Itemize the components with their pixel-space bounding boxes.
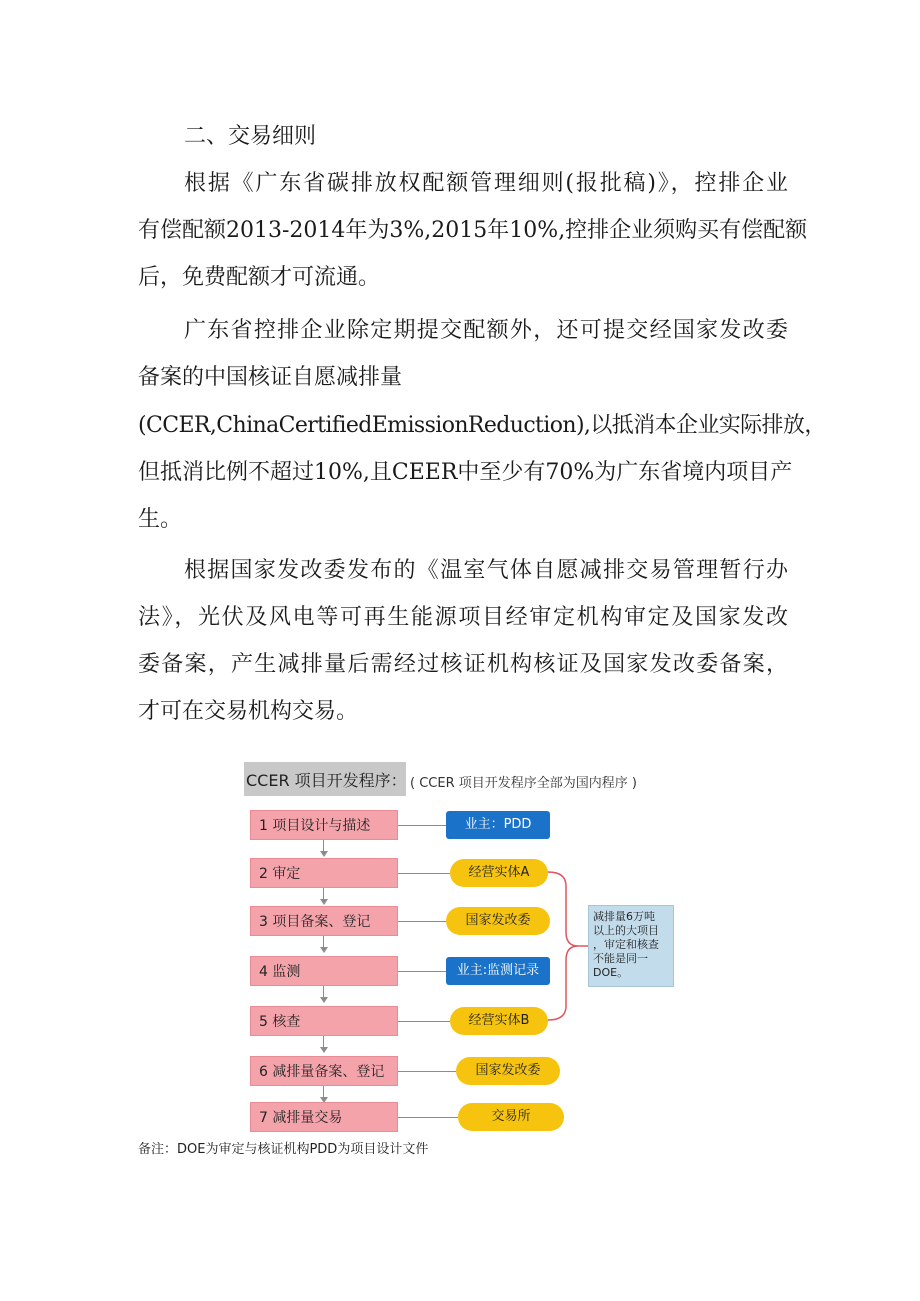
text-line: 但抵消比例不超过10%,且CEER中至少有70%为广东省境内项目产 — [138, 460, 793, 485]
actor-box: 业主：PDD — [446, 811, 550, 839]
bracket-icon — [548, 866, 588, 1026]
actor-oval: 经营实体B — [450, 1007, 548, 1035]
text-line: 根据国家发改委发布的《温室气体自愿减排交易管理暂行办 — [184, 558, 788, 583]
diagram-title: CCER 项目开发程序： — [246, 771, 407, 790]
down-arrow-icon — [322, 1036, 326, 1054]
down-arrow-icon — [322, 936, 326, 954]
actor-box: 业主:监测记录 — [446, 957, 550, 985]
down-arrow-icon — [322, 986, 326, 1004]
note-line: DOE。 — [593, 966, 629, 979]
note-line: 不能是同一 — [593, 952, 648, 965]
connector-line — [398, 1117, 458, 1118]
text-line: 根据《广东省碳排放权配额管理细则(报批稿)》，控排企业 — [184, 171, 788, 196]
flow-step: 7 减排量交易 — [250, 1102, 398, 1132]
connector-line — [398, 873, 450, 874]
connector-line — [398, 1021, 450, 1022]
note-line: ，审定和核查 — [593, 938, 659, 951]
text-line: 才可在交易机构交易。 — [138, 699, 359, 724]
flow-step: 5 核查 — [250, 1006, 398, 1036]
text-line: 有偿配额2013-2014年为3%,2015年10%,控排企业须购买有偿配额 — [138, 218, 808, 243]
down-arrow-icon — [322, 888, 326, 906]
diagram-footnote: 备注：DOE为审定与核证机构PDD为项目设计文件 — [138, 1142, 429, 1157]
text-line: 委备案，产生减排量后需经过核证机构核证及国家发改委备案， — [138, 652, 788, 677]
flow-step: 4 监测 — [250, 956, 398, 986]
actor-oval: 交易所 — [458, 1103, 564, 1131]
text-line: 备案的中国核证自愿减排量 — [138, 365, 403, 390]
flow-step: 2 审定 — [250, 858, 398, 888]
note-box — [588, 905, 674, 987]
connector-line — [398, 825, 446, 826]
text-line: 法》，光伏及风电等可再生能源项目经审定机构审定及国家发改 — [138, 605, 788, 630]
actor-oval: 国家发改委 — [446, 907, 550, 935]
text-line: 生。 — [138, 507, 183, 532]
heading-text: 二、交易细则 — [184, 124, 317, 149]
diagram-subtitle: ( CCER 项目开发程序全部为国内程序 ) — [410, 776, 637, 791]
text-line: 后，免费配额才可流通。 — [138, 265, 381, 290]
connector-line — [398, 971, 446, 972]
text-line: 广东省控排企业除定期提交配额外，还可提交经国家发改委 — [184, 318, 788, 343]
flow-step: 1 项目设计与描述 — [250, 810, 398, 840]
actor-oval: 经营实体A — [450, 859, 548, 887]
flow-step: 3 项目备案、登记 — [250, 906, 398, 936]
text-line: (CCER,ChinaCertifiedEmissionReduction),以抵消本企业实际排放， — [138, 413, 826, 438]
connector-line — [398, 1071, 456, 1072]
connector-line — [398, 921, 446, 922]
down-arrow-icon — [322, 840, 326, 858]
actor-oval: 国家发改委 — [456, 1057, 560, 1085]
flow-step: 6 减排量备案、登记 — [250, 1056, 398, 1086]
note-line: 以上的大项目 — [593, 924, 659, 937]
note-line: 减排量6万吨 — [593, 910, 655, 923]
